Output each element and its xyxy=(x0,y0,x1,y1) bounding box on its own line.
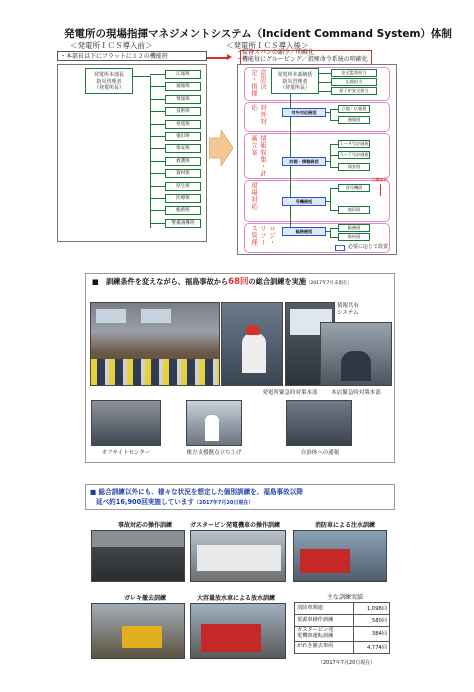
before-team-box: 復旧班 xyxy=(165,132,201,141)
legend-text: 必要に応じて設置 xyxy=(348,244,389,250)
screen-shape xyxy=(141,309,171,323)
team-box: ５～７号計画班 xyxy=(339,152,369,157)
team-connector xyxy=(326,161,330,162)
hq-room-photo-2 xyxy=(221,302,283,386)
before-team-connector xyxy=(150,148,165,149)
function-band-label: ロジ・リソース管理 xyxy=(250,225,276,246)
before-team-box: 技術班 xyxy=(165,107,201,116)
team-box: 保安班 xyxy=(338,163,370,171)
before-team-connector xyxy=(150,186,165,187)
before-team-box: 保安班 xyxy=(165,144,201,153)
training-date: （2017年7月末現在） xyxy=(306,281,352,286)
municipality-photo xyxy=(286,400,352,446)
team-connector xyxy=(330,144,338,145)
after-hq-line: （発電所長） xyxy=(279,85,310,91)
photo-title-gas-turbine: ガスタービン発電機車の操作訓練 xyxy=(189,522,280,529)
before-team-box: 厚生班 xyxy=(165,182,201,191)
team-connector xyxy=(330,120,338,121)
side-note: 号機横断 xyxy=(371,177,388,182)
stats-row xyxy=(295,627,390,642)
photo-title-water-cannon: 大容量放水車による放水訓練 xyxy=(196,595,275,602)
individual-date: （2017年7月20日現在） xyxy=(193,500,254,506)
team-connector xyxy=(330,155,338,156)
caption-plant-hq: 発電所緊急時対策本部 xyxy=(262,390,318,396)
before-team-box: 広報班 xyxy=(165,70,201,79)
head-office-photo xyxy=(320,322,392,386)
before-team-connector xyxy=(150,223,165,224)
truck-shape xyxy=(300,549,350,573)
before-hq-connector xyxy=(133,76,150,77)
after-label: ＜発電所ＩＣＳ導入後＞ xyxy=(226,41,309,50)
operation-photo xyxy=(91,530,185,582)
debris-photo xyxy=(91,603,185,659)
function-band-label: 現場対応 xyxy=(250,182,258,210)
team-connector xyxy=(330,210,338,211)
training-count: 68回 xyxy=(228,277,249,287)
training-heading-suffix: の総合訓練を実施 xyxy=(248,277,307,286)
photo-title-operation: 事故対応の操作訓練 xyxy=(117,522,172,529)
lead-box: 計画・情報統括 xyxy=(282,157,326,166)
team-trunk-line xyxy=(330,188,331,210)
before-team-box: 警備誘導班 xyxy=(165,219,201,228)
stats-count: 1,098回 xyxy=(354,603,390,615)
caption-offsite: オフサイトセンター xyxy=(101,450,151,456)
before-team-connector xyxy=(150,124,165,125)
person-shape xyxy=(205,415,219,441)
lead-box: 対外対応統括 xyxy=(282,108,326,117)
staff-box: 安全監督担当 xyxy=(331,69,377,77)
before-hq-box xyxy=(85,68,133,94)
excavator-shape xyxy=(122,626,162,648)
before-team-connector xyxy=(150,161,165,162)
truck-shape xyxy=(201,624,261,652)
before-hq-line: （発電所長） xyxy=(93,85,124,91)
function-band-label: 意思決定・指揮 xyxy=(250,69,267,97)
caption-backup: 後方支援拠点立ち上げ xyxy=(186,450,242,456)
stats-name: 電源車操作訓練 xyxy=(295,615,354,627)
lead-box: 号機統括 xyxy=(282,197,326,206)
team-connector xyxy=(330,109,338,110)
before-team-box: 総務班 xyxy=(165,206,201,215)
red-arrow-head-icon xyxy=(227,54,232,60)
team-trunk-line xyxy=(330,228,331,237)
team-connector xyxy=(326,231,330,232)
vehicle-shape xyxy=(197,545,281,571)
individual-heading-1: ■ 総合訓練以外にも、様々な状況を想定した個別訓練を、福島事故以降 xyxy=(90,488,303,496)
fire-truck-photo xyxy=(293,530,387,582)
stats-row xyxy=(295,603,390,615)
individual-heading-2-text: 延べ約16,900回実施しています xyxy=(96,498,194,506)
stats-row xyxy=(295,641,390,653)
team-connector xyxy=(326,112,330,113)
before-team-connector xyxy=(150,198,165,199)
before-team-box: 医療班 xyxy=(165,194,201,203)
stats-name: ガスタービン発 電機車運転訓練 xyxy=(295,627,354,642)
training-heading-prefix: ■ 訓練条件を変えながら、福島事故から xyxy=(92,277,229,286)
caption-head-office: 本店緊急時対策本部 xyxy=(331,390,381,396)
team-box: 総務班 xyxy=(338,224,370,232)
before-hq-line: 防災管理者 xyxy=(96,78,122,85)
person-shape xyxy=(242,333,266,373)
red-arrow-line xyxy=(207,57,229,59)
training-heading xyxy=(92,278,352,288)
team-connector xyxy=(330,167,338,168)
gas-turbine-photo xyxy=(190,530,286,582)
staff-connector xyxy=(319,73,331,74)
before-team-connector xyxy=(150,74,165,75)
stats-title: 主な訓練実績 xyxy=(326,594,363,601)
staff-connector xyxy=(319,91,331,92)
team-box: 資材班 xyxy=(338,233,370,241)
after-note-1: ・監督スパンの縮少／明確化 xyxy=(236,49,315,56)
stats-count: 580回 xyxy=(354,615,390,627)
before-team-connector xyxy=(150,136,165,137)
team-box: 通報班 xyxy=(338,116,370,124)
before-hq-line: 発電所本部長 xyxy=(93,72,124,78)
stats-table xyxy=(294,602,390,654)
before-team-box: 救護班 xyxy=(165,157,201,166)
stats-row xyxy=(295,615,390,627)
page-title: 発電所の現場指揮マネジメントシステム（Incident Command System）体制 xyxy=(64,28,452,40)
caption-municipality: 自治体への通報 xyxy=(300,450,340,456)
photo-title-fire-truck: 消防車による注水訓練 xyxy=(314,522,375,529)
function-band-label: 情報収集・計画立案 xyxy=(250,135,267,177)
photo-title-debris: ガレキ撤去訓練 xyxy=(123,595,166,602)
after-note-2: ・機能毎にグルーピング／指揮命令系統の明確化 xyxy=(236,56,368,63)
legend-dashed-box xyxy=(335,245,345,251)
after-hq-box xyxy=(271,68,319,94)
team-connector xyxy=(330,228,338,229)
team-box: 復旧班 xyxy=(338,206,370,214)
team-connector xyxy=(330,237,338,238)
team-box: 各号機班 xyxy=(338,184,370,192)
offsite-center-photo xyxy=(91,400,161,446)
after-hq-line: 防災管理者 xyxy=(282,78,308,85)
stats-date: （2017年7月20日現在） xyxy=(318,660,376,666)
before-team-box: 情報班 xyxy=(165,95,201,104)
before-label: ＜発電所ＩＣＳ導入前＞ xyxy=(70,41,153,50)
before-team-connector xyxy=(150,86,165,87)
hq-room-photo xyxy=(90,302,220,386)
stats-name: 消防車関連 xyxy=(295,603,354,615)
helmet-shape xyxy=(246,325,260,335)
people-shape xyxy=(91,359,220,386)
info-share-label: 情報共有 システム xyxy=(337,303,360,316)
stats-name: がれき撤去車両 xyxy=(295,641,354,653)
before-team-connector xyxy=(150,99,165,100)
before-team-connector xyxy=(150,210,165,211)
water-cannon-photo xyxy=(190,603,286,659)
before-team-box: 通報班 xyxy=(165,82,201,91)
staff-box: 原子炉安全担当 xyxy=(331,87,377,95)
screen-shape xyxy=(96,309,126,323)
before-team-connector xyxy=(150,173,165,174)
team-connector xyxy=(326,201,330,202)
staff-box: 広報担当 xyxy=(331,78,377,86)
team-connector xyxy=(330,188,338,189)
individual-heading-2 xyxy=(96,499,253,507)
staff-connector xyxy=(319,82,331,83)
transition-arrow-icon xyxy=(209,130,233,166)
before-note: ・本部長以下にフラットに１２の機能班 xyxy=(57,51,207,61)
before-team-connector xyxy=(150,111,165,112)
stats-count: 384回 xyxy=(354,627,390,642)
team-box: １～４号計画班 xyxy=(339,141,369,146)
team-trunk-line xyxy=(330,109,331,120)
after-hq-line: 発電所本部統括 xyxy=(277,72,313,78)
before-team-box: 資材班 xyxy=(165,169,201,178)
function-band-label: 対外対応 xyxy=(250,104,267,125)
lead-box: 総務統括 xyxy=(282,227,326,236)
person-shape xyxy=(341,351,371,381)
backup-base-photo xyxy=(186,400,242,446)
side-note-arrow xyxy=(380,184,381,196)
team-box: 立地・広報班 xyxy=(338,105,370,113)
stats-count: 4,774回 xyxy=(354,641,390,653)
panel-shape xyxy=(92,531,185,547)
before-team-box: 発電班 xyxy=(165,120,201,129)
